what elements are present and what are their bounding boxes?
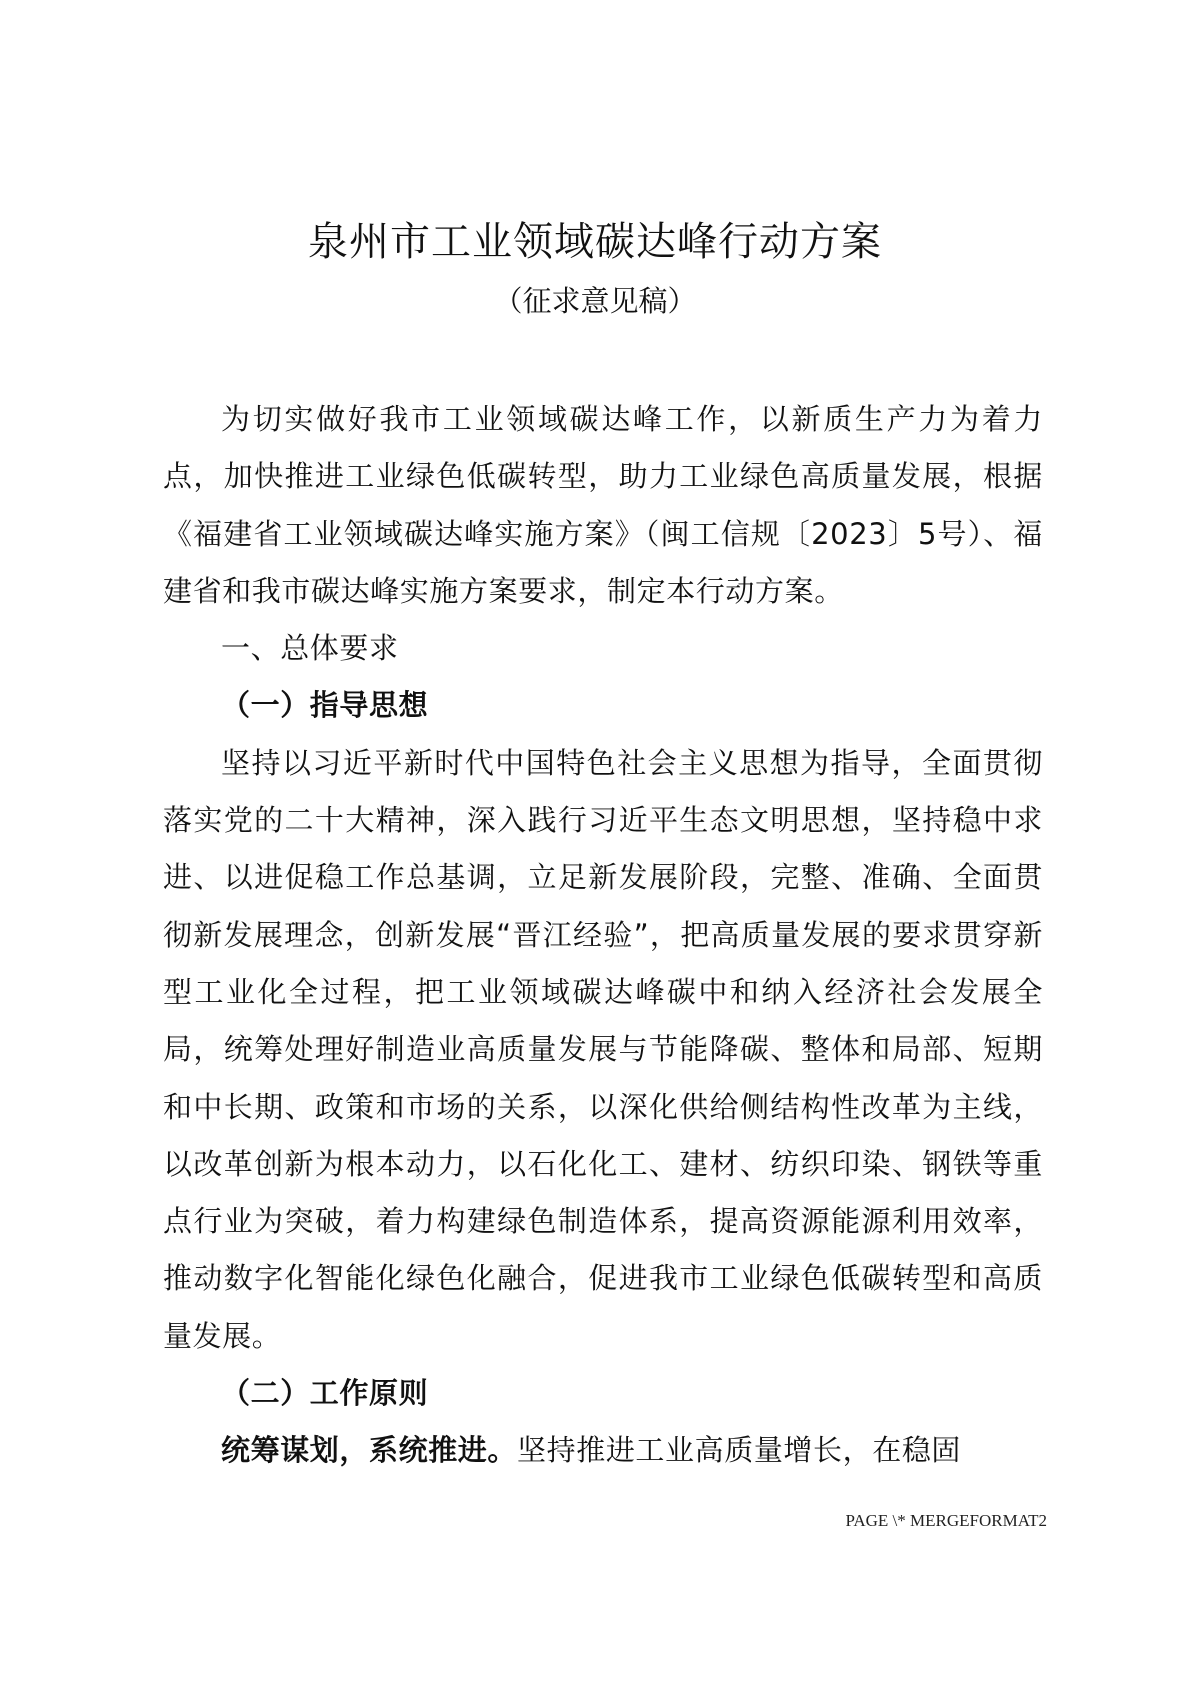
document-body [163,391,1043,1480]
subsection-heading-work-principles: （二）工作原则 [221,1376,429,1411]
guiding-thought-paragraph: 坚持以习近平新时代中国特色社会主义思想为指导，全面贯彻落实党的二十大精神，深入践行习近平生态文明思想，坚持稳中求进、以进促稳工作总基调，立足新发展阶段，完整、准确、全面贯彻新发展理念，创新发展“晋江经验”，把高质量发展的要求贯穿新型工业化全过程，把工业领域碳达峰碳中和纳入经济社会发展全局，统筹处理好制造业高质量发展与节能降碳、整体和局部、短期和中长期、政策和市场的关系，以深化供给侧结构性改革为主线，以改革创新为根本动力，以石化化工、建材、纺织印染、钢铁等重点行业为突破，着力构建绿色制造体系，提高资源能源利用效率，推动数字化智能化绿色化融合，促进我市工业绿色低碳转型和高质量发展。 [163,745,1043,1353]
page-footer-field: PAGE \* MERGEFORMAT2 [845,1511,1047,1530]
principle-text: 坚持推进工业高质量增长，在稳固 [517,1433,962,1468]
intro-paragraph: 为切实做好我市工业领域碳达峰工作，以新质生产力为着力点，加快推进工业绿色低碳转型，助力工业绿色高质量发展，根据《福建省工业领域碳达峰实施方案》（闽工信规〔2023〕5号）、福建省和我市碳达峰实施方案要求，制定本行动方案。 [163,402,1043,608]
principle-paragraph [163,1422,1043,1479]
document-subtitle: （征求意见稿） [493,284,697,318]
section-heading-general-requirements: 一、总体要求 [221,631,399,666]
subsection-heading-guiding-thought: （一）指导思想 [221,688,429,723]
principle-lead: 统筹谋划，系统推进。 [221,1433,518,1468]
document-title: 泉州市工业领域碳达峰行动方案 [308,219,882,265]
